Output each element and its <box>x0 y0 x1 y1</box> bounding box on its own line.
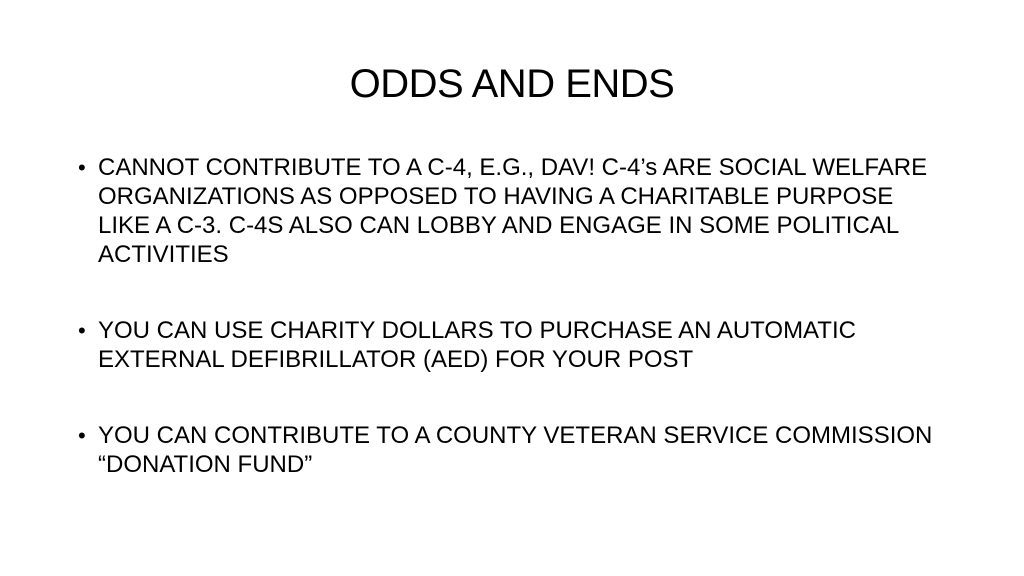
bullet-text: CANNOT CONTRIBUTE TO A C-4, E.G., DAV! C-4’s ARE SOCIAL WELFARE ORGANIZATIONS AS OPPOSED TO HAVING A CHARITABLE PURPOSE LIKE A C-3. C-4S ALSO CAN LOBBY AND ENGAGE IN SOME POLITICAL ACTIVITIES <box>98 154 928 268</box>
bullet-text: YOU CAN USE CHARITY DOLLARS TO PURCHASE AN AUTOMATIC EXTERNAL DEFIBRILLATOR (AED) FOR YOUR POST <box>98 317 856 373</box>
list-item <box>78 316 948 374</box>
list-item <box>78 153 948 269</box>
bullet-icon: • <box>78 155 86 180</box>
bullet-icon: • <box>78 423 86 448</box>
slide-title: ODDS AND ENDS <box>349 62 675 106</box>
list-item <box>78 421 948 479</box>
bullet-icon: • <box>78 318 86 343</box>
bullet-list <box>78 153 948 479</box>
bullet-text: YOU CAN CONTRIBUTE TO A COUNTY VETERAN SERVICE COMMISSION “DONATION FUND” <box>98 422 933 478</box>
